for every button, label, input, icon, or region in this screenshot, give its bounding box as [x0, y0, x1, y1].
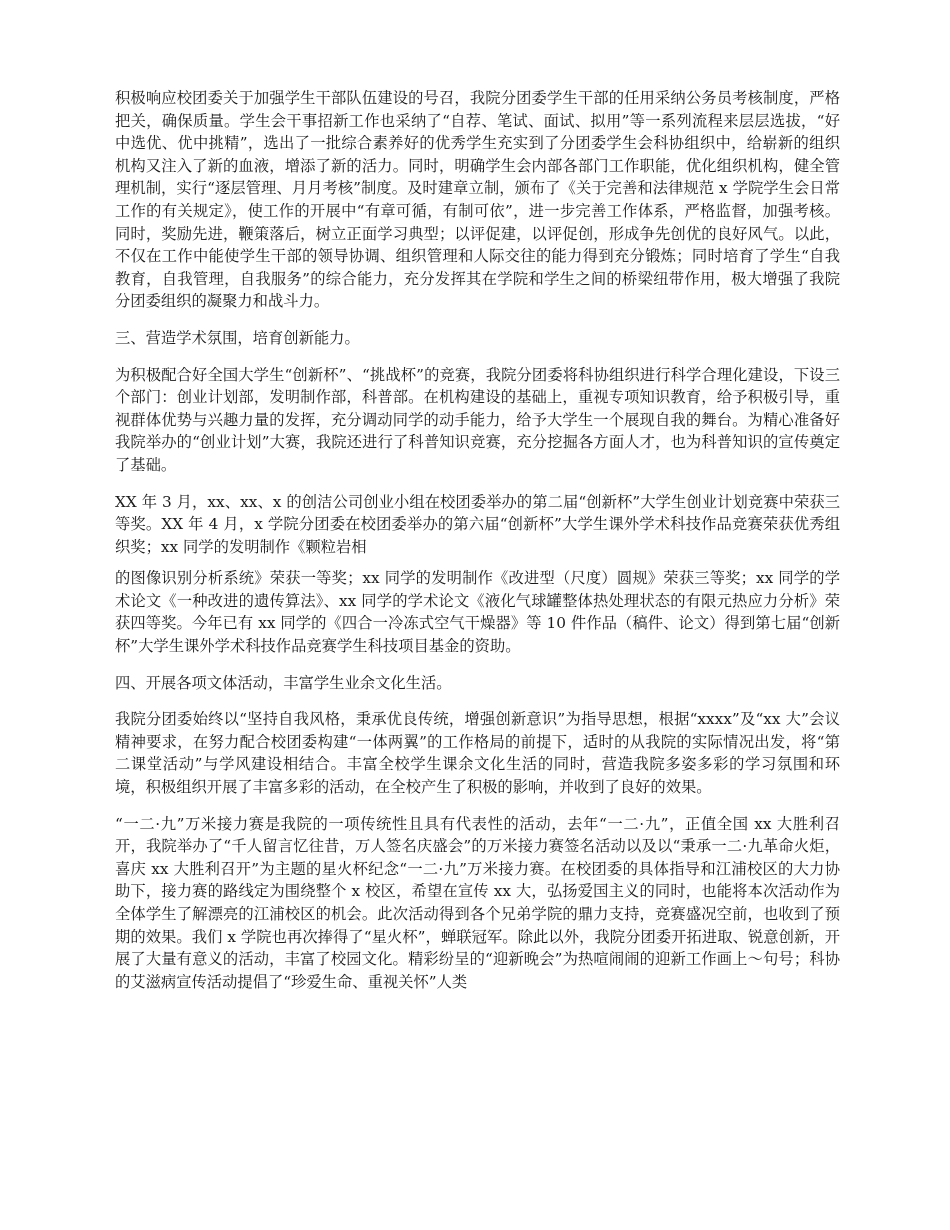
- paragraph-science-association: 为积极配合好全国大学生“创新杯”、“挑战杯”的竞赛，我院分团委将科协组织进行科学合理化建设，下设三个部门：创业计划部，发明制作部，科普部。在机构建设的基础上，重视专项知识教育，给予积极引导，重视群体优势与兴趣力量的发挥，充分调动同学的动手能力，给予大学生一个展现自我的舞台。为精心准备好我院举办的“创业计划”大赛，我院还进行了科普知识竞赛，充分挖掘各方面人才，也为科普知识的宣传奠定了基础。: [115, 365, 840, 474]
- paragraph-awards-part1: XX 年 3 月，xx、xx、x 的创洁公司创业小组在校团委举办的第二届“创新杯”大学生创业计划竞赛中荣获三等奖。XX 年 4 月，x 学院分团委在校团委举办的第六届“创新杯”大学生课外学术科技作品竞赛荣获优秀组织奖；xx 同学的发明制作《颗粒岩相: [115, 492, 840, 556]
- section-heading-academic: 三、营造学术氛围，培育创新能力。: [115, 328, 360, 347]
- paragraph-guiding-ideology: 我院分团委始终以“坚持自我风格，秉承优良传统，增强创新意识”为指导思想，根据“xxxx”及“xx 大”会议精神要求，在努力配合校团委构建“一体两翼”的工作格局的前提下，适时的从我院的实际情况出发，将“第二课堂活动”与学风建设相结合。丰富全校学生课余文化生活的同时，营造我院多姿多彩的学习氛围和环境，积极组织开展了丰富多彩的活动，在全校产生了积极的影响，并收到了良好的效果。: [115, 710, 840, 797]
- paragraph-awards-part2: 的图像识别分析系统》荣获一等奖；xx 同学的发明制作《改进型（尺度）圆规》荣获三等奖；xx 同学的学术论文《一种改进的遗传算法》、xx 同学的学术论文《液化气球罐整体热处理状态的有限元热应力分析》荣获四等奖。今年已有 xx 同学的《四合一冷冻式空气干燥器》等 10 件作品（稿件、论文）得到第七届“创新杯”大学生课外学术科技作品竞赛学生科技项目基金的资助。: [115, 569, 840, 656]
- document-body: [115, 87, 840, 1007]
- paragraph-cadre-building: 积极响应校团委关于加强学生干部队伍建设的号召，我院分团委学生干部的任用采纳公务员考核制度，严格把关，确保质量。学生会干事招新工作也采纳了“自荐、笔试、面试、拟用”等一系列流程来层层选拔，“好中选优、优中挑精”，选出了一批综合素养好的优秀学生充实到了分团委学生会科协组织中，给崭新的组织机构又注入了新的血液，增添了新的活力。同时，明确学生会内部各部门工作职能，优化组织机构，健全管理机制，实行“逐层管理、月月考核”制度。及时建章立制，颁布了《关于完善和法律规范 x 学院学生会日常工作的有关规定》，使工作的开展中“有章可循，有制可依”，进一步完善工作体系，严格监督，加强考核。同时，奖励先进，鞭策落后，树立正面学习典型；以评促建，以评促创，形成争先创优的良好风气。以此，不仅在工作中能使学生干部的领导协调、组织管理和人际交往的能力得到充分锻炼；同时培育了学生“自我教育，自我管理，自我服务”的综合能力，充分发挥其在学院和学生之间的桥梁纽带作用，极大增强了我院分团委组织的凝聚力和战斗力。: [115, 89, 840, 311]
- section-heading-activities: 四、开展各项文体活动，丰富学生业余文化生活。: [115, 673, 452, 692]
- paragraph-relay-race: “一二·九”万米接力赛是我院的一项传统性且具有代表性的活动，去年“一二·九”，正值全国 xx 大胜利召开，我院举办了“千人留言忆往昔，万人签名庆盛会”的万米接力赛签名活动以及以“秉承一二·九革命火炬，喜庆 xx 大胜利召开”为主题的星火杯纪念“一二·九”万米接力赛。在校团委的具体指导和江浦校区的大力协助下，接力赛的路线定为围绕整个 x 校区，希望在宣传 xx 大，弘扬爱国主义的同时，也能将本次活动作为全体学生了解漂亮的江浦校区的机会。此次活动得到各个兄弟学院的鼎力支持，竞赛盛况空前，也收到了预期的效果。我们 x 学院也再次捧得了“星火杯”，蝉联冠军。除此以外，我院分团委开拓进取、锐意创新，开展了大量有意义的活动，丰富了校园文化。精彩纷呈的“迎新晚会”为热喧闹闹的迎新工作画上～句号；科协的艾滋病宣传活动提倡了“珍爱生命、重视关怀”人类: [115, 814, 840, 991]
